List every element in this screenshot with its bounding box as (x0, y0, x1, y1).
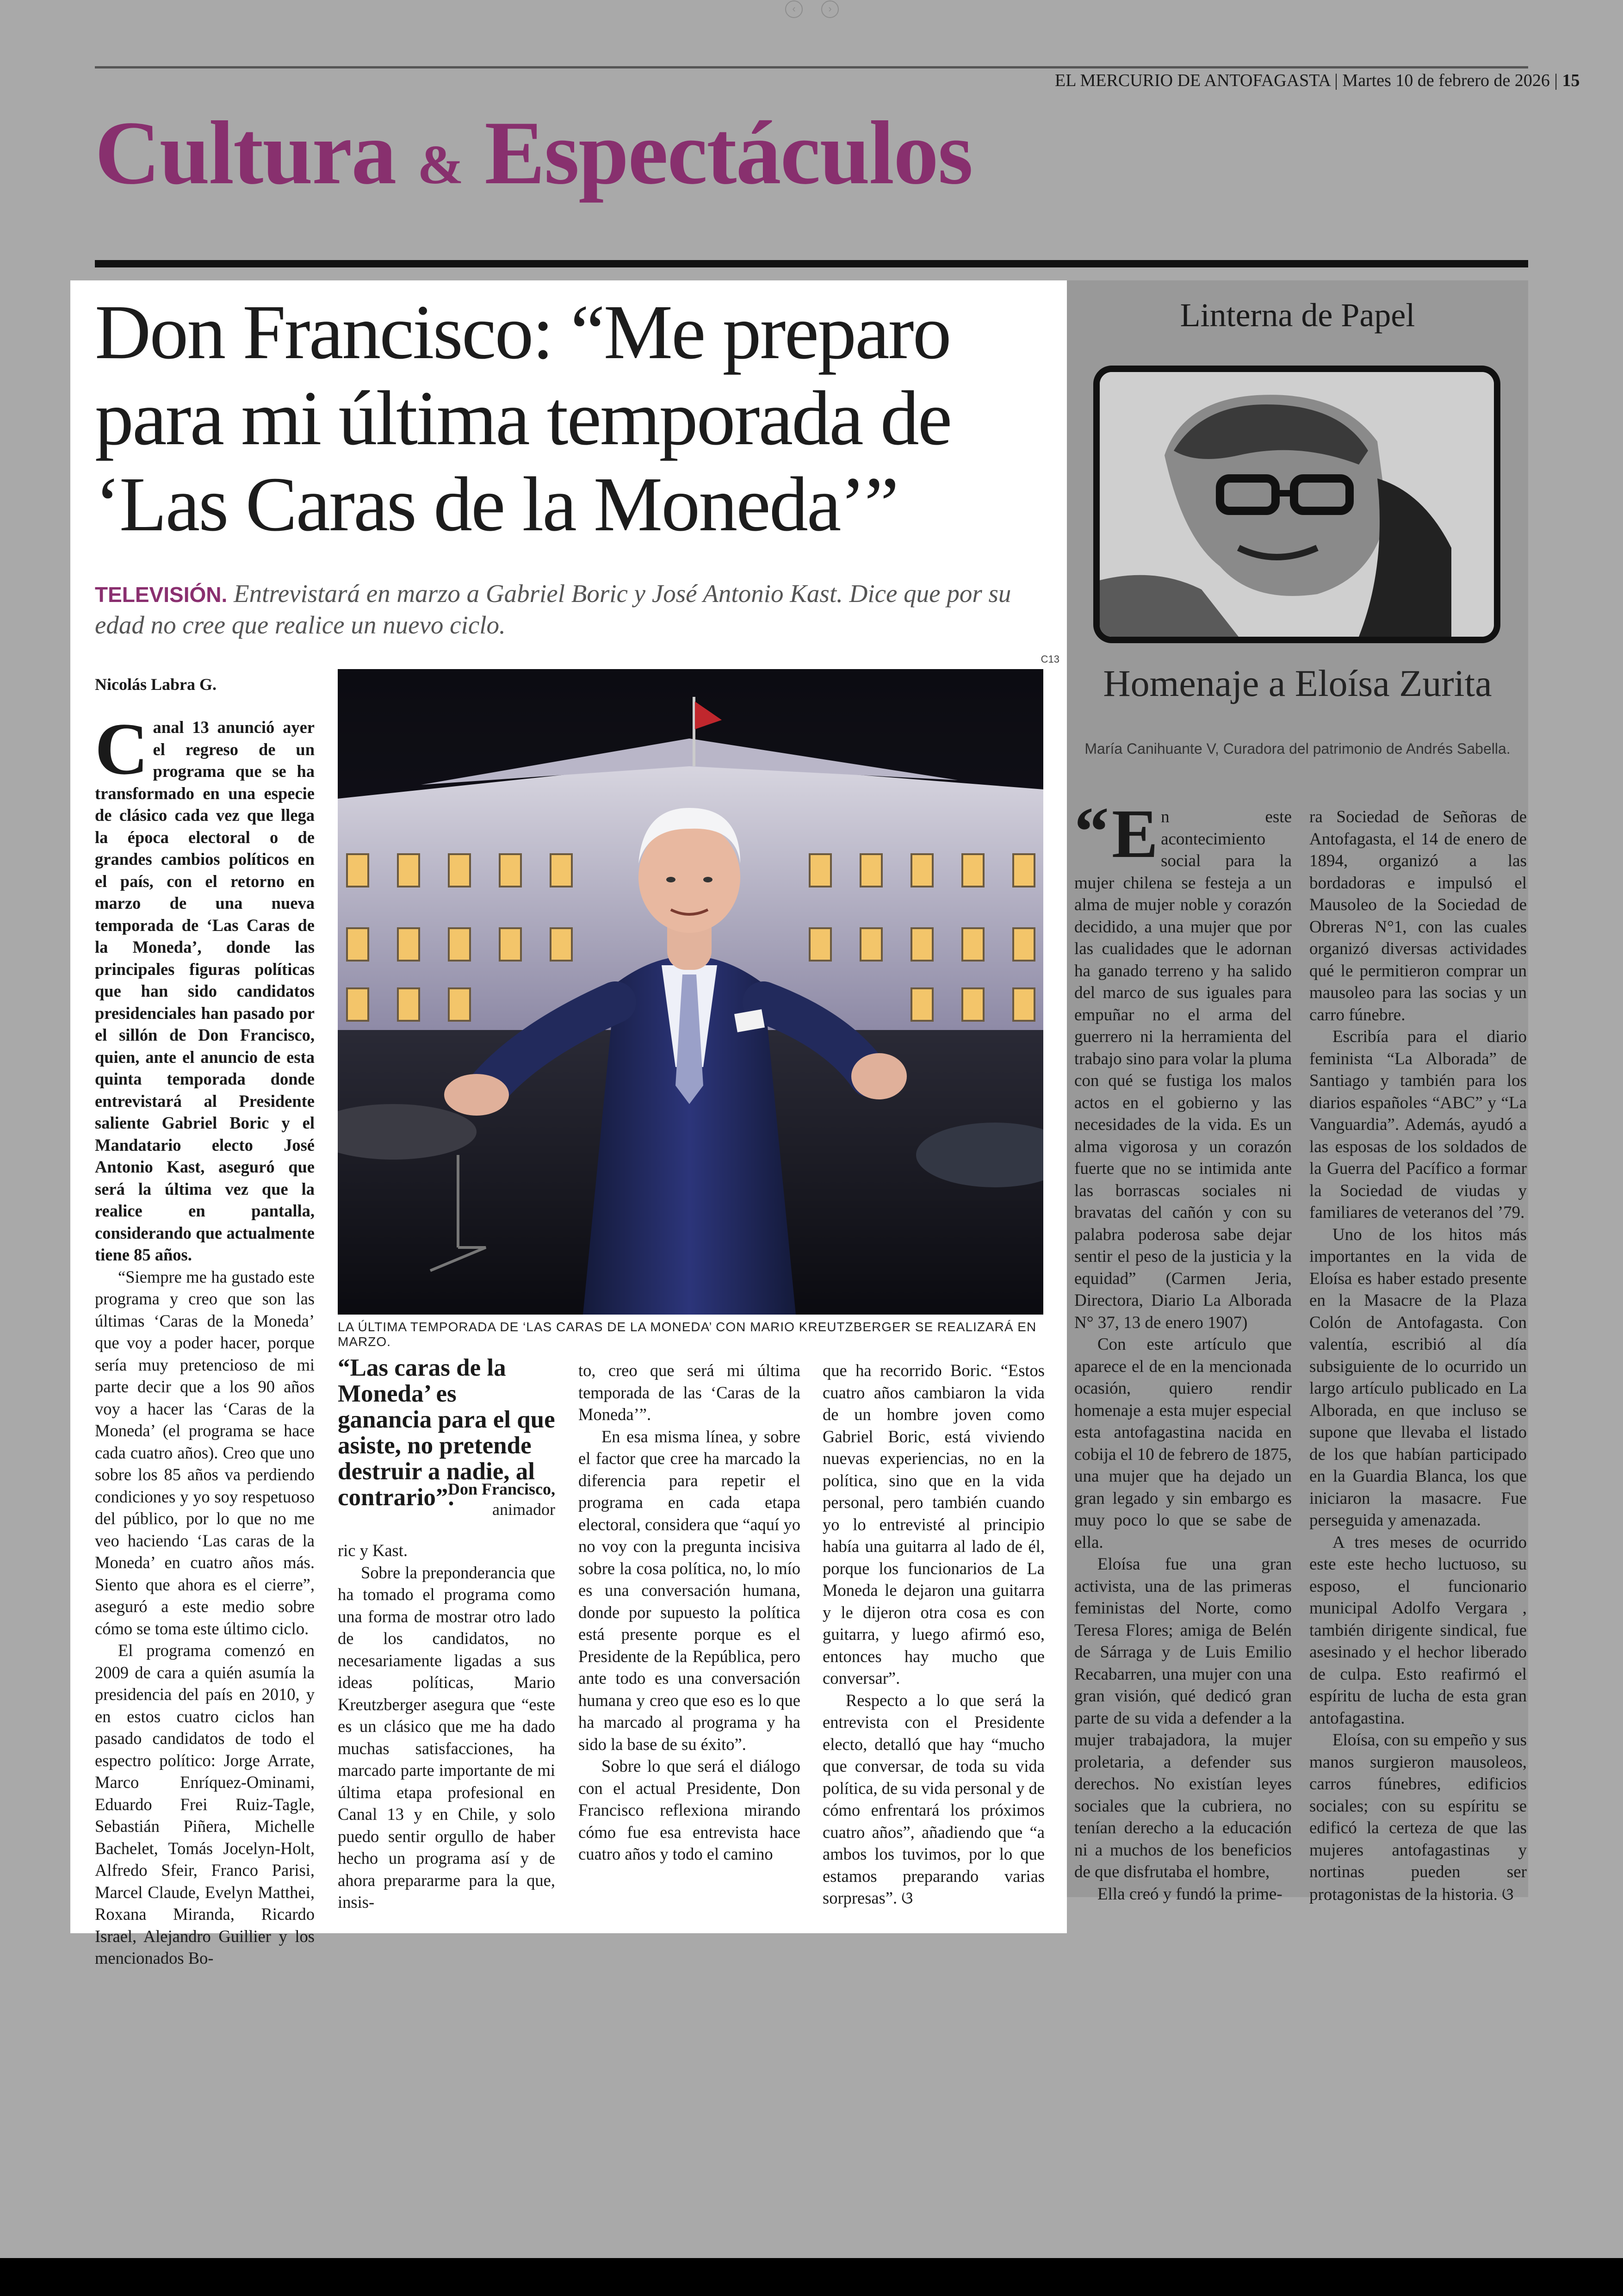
paragraph: Sobre la preponderancia que ha tomado el programa como una forma de mostrar otro lado de los candidatos, no necesariamente ligadas a sus ideas políticas, Mario Kreutzberger asegura que “este es un clásico que me ha dado muchas satisfacciones, ha marcado parte importante de mi última etapa profesional en Canal 13 y en Chile, y solo puedo sentir orgullo de haber hecho un programa así y de ahora prepararme para la que, insis- (338, 1563, 555, 1911)
paragraph (823, 1689, 1045, 1909)
paragraph-text: n este acontecimiento social para la mujer chilena se festeja a un alma de mujer noble y corazón decidido, a una mujer que por las cualidades que le adornan ha ganado terreno y ha salido del marco de sus iguales para empuñar no el arma del guerrero ni la herramienta del trabajo sino para volar la pluma con qué se fustiga los malos actos en el gobierno y las necesidades de la vida. Es un alma vigorosa y un corazón fuerte que no se intimida ante las borrascas sociales ni bravatas del cañón y con su palabra poderosa sabe dejar sentir el peso de la justicia y la equidad” (Carmen Jeria, Directora, Diario La Alborada N° 37, 13 de enero 1907) (1074, 807, 1292, 1332)
newspaper-name: EL MERCURIO DE ANTOFAGASTA (1055, 71, 1330, 90)
photo-credit: C13 (1041, 653, 1059, 665)
paragraph: Con este artículo que aparece el de en la mencionada ocasión, quiero rendir homenaje a esta mujer especial esta antofagastina nacida en cobija el 10 de febrero de 1875, una mujer que ha dejado un gran legado y sin embargo es muy poco lo que se sabe de ella. (1074, 1335, 1292, 1552)
article-column-1 (95, 707, 315, 1967)
byline: Nicolás Labra G. (95, 675, 217, 694)
section-title-part2: Espectáculos (484, 103, 973, 203)
page-number: 15 (1562, 71, 1580, 90)
paragraph-text: Eloísa, con su empeño y sus manos surgieron mausoleos, carros fúnebres, edificios sociales; con su espíritu se edificó la certeza de que las mujeres antofagastinas y nortinas pueden ser protagonistas de la historia. (1309, 1731, 1527, 1904)
paragraph: Uno de los hitos más importantes en la vida de Eloísa es haber estado presente en la Masacre de la Plaza Colón de Antofagasta. Con valentía, escribió al día subsiguiente de lo ocurrido un largo artículo publicado en La Alborada, en que incluso se supone que llevaba el listado de los que habían participado en la Guardia Blanca, los que iniciaron la masacre. Fue perseguida y amenazada. (1309, 1225, 1527, 1530)
paragraph-text: Respecto a lo que será la entrevista con el Presidente electo, detalló que hay “mucho que conversar, de toda su vida política, de su vida personal y de cómo enfrentará los próximos cuatro años”, añadiendo que “a ambos los tuvimos, por lo que estamos preparando varias sorpresas”. (823, 1690, 1045, 1907)
paragraph: “Siempre me ha gustado este programa y creo que son las últimas ‘Caras de la Moneda’ que voy a poder hacer, porque sería muy pretencioso de mi parte decir que a los 90 años voy a hacer las ‘Caras de la Moneda’ (el programa se hace cada cuatro años). Creo que uno sobre los 85 años va perdiendo condiciones y yo soy respetuoso del público, por lo que no me veo haciendo ‘Las caras de la Moneda’ en cuatro años más. Siento que ahora es el cierre”, aseguró a este medio sobre cómo se toma este último ciclo. (95, 1267, 315, 1638)
sidebar-curator: María Canihuante V, Curadora del patrimonio de Andrés Sabella. (1084, 740, 1511, 757)
paragraph: El programa comenzó en 2009 de cara a quién asumía la presidencia del país en 2010, y en estos cuatro ciclos han pasado candidatos de todo el espectro político: Jorge Arrate, Marco Enríquez-Ominami, Eduardo Frei Ruiz-Tagle, Sebastián Piñera, Michelle Bachelet, Tomás Jocelyn-Holt, Alfredo Sfeir, Franco Parisi, Marcel Claude, Evelyn Matthei, Roxana Miranda, Ricardo Israel, Alejandro Guillier y los mencionados Bo- (95, 1641, 315, 1967)
quote-mark-icon: “ (1074, 793, 1109, 870)
article-deck (95, 578, 1062, 648)
la-moneda-host-illustration (338, 669, 1043, 1315)
article-photo (338, 669, 1043, 1315)
lead-paragraph: anal 13 anunció ayer el regreso de un programa que se ha transformado en una especie de clásico cada vez que llega la época electoral o de grandes cambios políticos en el país, con el retorno en marzo de una nueva temporada de ‘Las Caras de la Moneda’, donde las principales figuras políticas que han sido candidatos presidenciales han pasado por el sillón de Don Francisco, quien, ante el anuncio de esta quinta temporada donde entrevistará al Presidente saliente Gabriel Boric y el Mandatario electo José Antonio Kast, aseguró que será la última vez que la realice en pantalla, considerando que actualmente tiene 85 años. (95, 718, 315, 1264)
paragraph: Eloísa fue una gran activista, una de las primeras feministas del Norte, como Teresa Flores; amiga de Belén de Sárraga y de Luis Emilio Recabarren, una mujer con una gran visión, qué dedicó gran parte de su vida a defender a la mujer trabajadora, la mujer proletaria, a defender sus derechos. No existían leyes sociales que la cubriera, no tenían derecho a la educación ni a muchos de los beneficios de que disfrutaba el hombre, (1074, 1555, 1292, 1881)
pull-quote: “Las caras de la Moneda’ es ganancia para el que asiste, no pretende destruir a nadie, al contrario”. (338, 1354, 555, 1511)
pull-quote-name: Don Francisco, (448, 1480, 555, 1498)
paragraph: Sobre lo que será el diálogo con el actual Presidente, Don Francisco reflexiona mirando cómo fue esa entrevista hace cuatro años y todo el camino (578, 1756, 800, 1863)
end-mark-icon: ଓ (1502, 1884, 1514, 1904)
article-column-3 (578, 1359, 800, 1915)
paragraph (1309, 1729, 1527, 1905)
prev-page-icon[interactable]: ‹ (785, 0, 803, 18)
paragraph: Escribía para el diario feminista “La Alborada” de Santiago y también para los diarios españoles “ABC” y “La Vanguardia”. Además, ayudó a las esposas de los soldados de la Guerra del Pacífico a formar la Sociedad de viudas y familiares de veteranos del ’79. (1309, 1027, 1527, 1222)
bottom-bar (0, 2258, 1623, 2296)
paragraph: ric y Kast. (338, 1541, 408, 1560)
pull-quote-attribution (338, 1479, 555, 1534)
deck-text: Entrevistará en marzo a Gabriel Boric y José Antonio Kast. Dice que por su edad no cree que realice un nuevo ciclo. (95, 579, 1011, 639)
drop-cap: E (1112, 795, 1158, 872)
masthead-info: EL MERCURIO DE ANTOFAGASTA | Martes 10 de febrero de 2026 | 15 (1055, 71, 1580, 90)
portrait-illustration (1093, 366, 1500, 643)
section-title-part1: Cultura (95, 103, 396, 203)
section-rule (95, 260, 1528, 267)
top-rule (95, 66, 1528, 68)
sidebar-subtitle: Homenaje a Eloísa Zurita (1103, 662, 1492, 704)
section-title-amp: & (417, 134, 463, 195)
photo-caption: LA ÚLTIMA TEMPORADA DE ‘LAS CARAS DE LA MONEDA’ CON MARIO KREUTZBERGER SE REALIZARÁ EN MARZO. (338, 1320, 1037, 1349)
sidebar-title: Linterna de Papel (1180, 297, 1415, 334)
section-title (95, 101, 1159, 203)
portrait-icon (1100, 372, 1494, 637)
page-nav (782, 0, 842, 19)
pull-quote-role: animador (492, 1500, 555, 1519)
sidebar-column-2 (1309, 806, 1527, 1904)
sidebar-column-1 (1074, 793, 1292, 1904)
paragraph: to, creo que será mi última temporada de las ‘Caras de la Moneda’”. (578, 1361, 800, 1424)
issue-date: Martes 10 de febrero de 2026 (1342, 71, 1550, 90)
drop-cap: C (95, 707, 149, 790)
paragraph: A tres meses de ocurrido este este hecho luctuoso, su esposo, el funcionario municipal Adolfo Vergara , también dirigente sindical, fue asesinado y el hechor liberado de culpa. Esto reafirmó el espíritu de lucha de esta gran antofagastina. (1309, 1533, 1527, 1728)
kicker: TELEVISIÓN. (95, 583, 228, 607)
paragraph: que ha recorrido Boric. “Estos cuatro años cambiaron la vida de un hombre joven como Gabriel Boric, está viviendo nuevas experiencias, no en la política, sino que en la vida personal, pero también cuando yo lo entrevisté al principio había una guitarra al lado de él, porque los funcionarios de La Moneda le dejaron una guitarra y le dijeron otra cosa es con guitarra, y luego afirmó eso, entonces hay mucho que conversar”. (823, 1361, 1045, 1688)
next-page-icon[interactable]: › (821, 0, 839, 18)
headline: Don Francisco: “Me preparo para mi última temporada de ‘Las Caras de la Moneda’” (95, 289, 951, 547)
paragraph: ra Sociedad de Señoras de Antofagasta, el 14 de enero de 1894, organizó a las bordadoras e impulsó el Mausoleo de la Sociedad de Obreras N°1, con las cuales organizó diversas actividades qué le permitieron comprar un mausoleo para las socias y un carro fúnebre. (1309, 807, 1527, 1024)
paragraph: En esa misma línea, y sobre el factor que cree ha marcado la diferencia para repetir el programa en cada etapa electoral, considera que “aquí yo no voy con la pregunta incisiva sobre la cosa política, no, lo mío es una conversación humana, donde por supuesto la política está presente porque es el Presidente de la República, pero ante todo es una conversación humana y creo que eso es lo que ha marcado al programa y ha sido la base de su éxito”. (578, 1427, 800, 1754)
paragraph: Ella creó y fundó la prime- (1097, 1884, 1282, 1904)
end-mark-icon: ଓ (901, 1888, 913, 1908)
article-column-4 (823, 1359, 1045, 1915)
article-column-2 (338, 1539, 555, 1919)
